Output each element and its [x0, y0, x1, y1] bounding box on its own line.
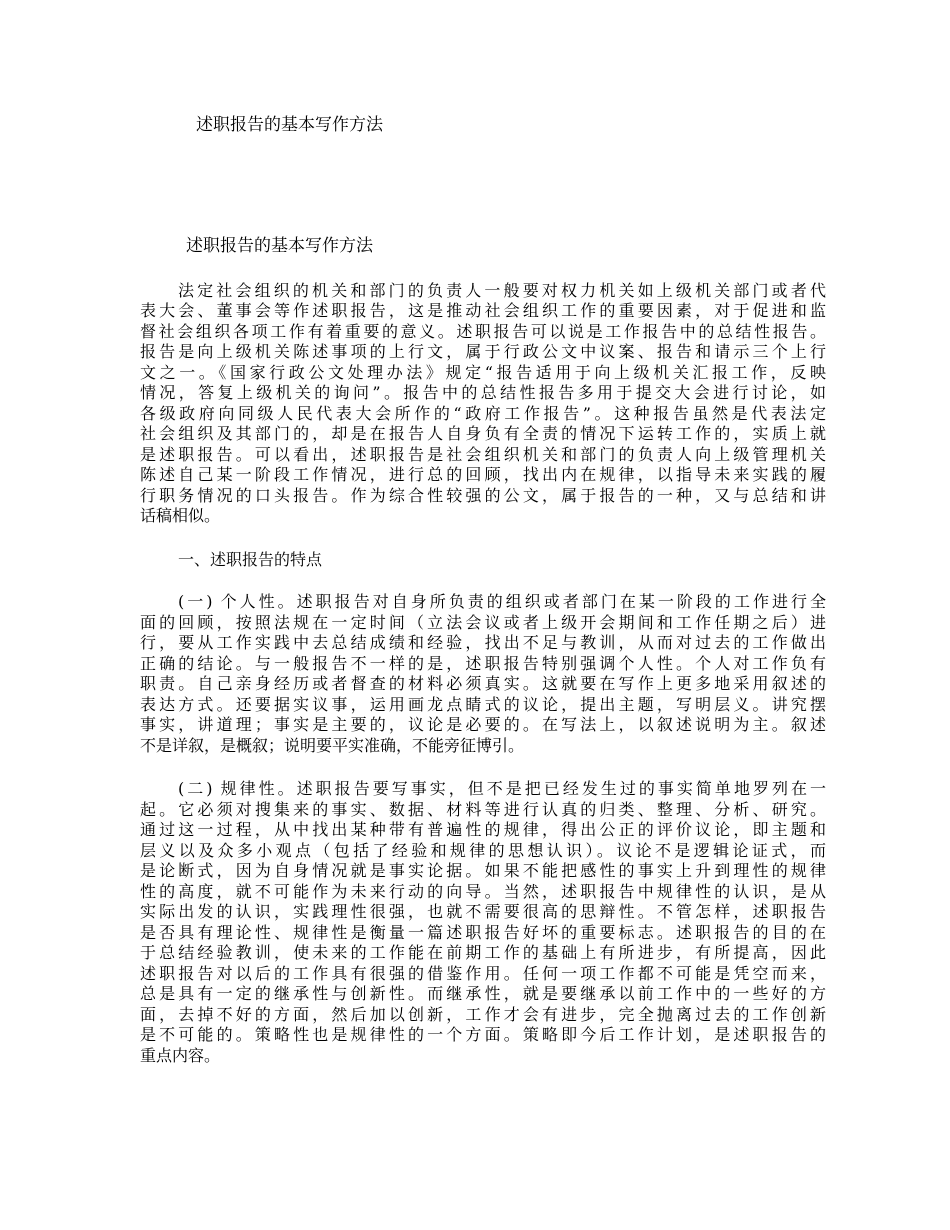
paragraph-line: 实际出发的认识，实践理性很强，也就不需要很高的思辩性。不管怎样，述职报告	[140, 902, 826, 921]
paragraph-line: 报告是向上级机关陈述事项的上行文，属于行政公文中议案、报告和请示三个上行	[140, 342, 826, 361]
paragraph-line: (二) 规律性。述职报告要写事实，但不是把已经发生过的事实简单地罗列在一	[178, 779, 826, 798]
paragraph-line: 行，要从工作实践中去总结成绩和经验，找出不足与教训，从而对过去的工作做出	[140, 633, 826, 652]
paragraph-line: 表大会、董事会等作述职报告，这是推动社会组织工作的重要因素，对于促进和监	[140, 301, 826, 320]
paragraph-line: 各级政府向同级人民代表大会所作的“政府工作报告”。这种报告虽然是代表法定	[140, 403, 826, 423]
paragraph-line: 通过这一过程，从中找出某种带有普遍性的规律，得出公正的评价议论，即主题和	[140, 820, 826, 839]
paragraph-line: 话稿相似。	[140, 506, 221, 525]
paragraph-line: 社会组织及其部门的，却是在报告人自身负有全责的情况下运转工作的，实质上就	[140, 424, 826, 443]
paragraph-line: 于总结经验教训，使未来的工作能在前期工作的基础上有所进步，有所提高，因此	[140, 943, 826, 962]
paragraph-line: 起。它必须对搜集来的事实、数据、材料等进行认真的归类、整理、分析、研究。	[140, 799, 826, 819]
paragraph-line: (一) 个人性。述职报告对自身所负责的组织或者部门在某一阶段的工作进行全	[178, 592, 826, 611]
document-body	[140, 236, 826, 1089]
paragraph-line: 文之一。《国家行政公文处理办法》规定“报告适用于向上级机关汇报工作，反映	[140, 362, 826, 382]
intro-paragraph	[140, 281, 826, 527]
paragraph-line: 法定社会组织的机关和部门的负责人一般要对权力机关如上级机关部门或者代	[178, 280, 826, 300]
paragraph-line: 面的回顾，按照法规在一定时间（立法会议或者上级开会期间和工作任期之后）进	[140, 612, 826, 632]
paragraph-line: 是否具有理论性、规律性是衡量一篇述职报告好坏的重要标志。述职报告的目的在	[140, 922, 826, 942]
paragraph-line: 行职务情况的口头报告。作为综合性较强的公文，属于报告的一种，又与总结和讲	[140, 485, 826, 505]
point-2-paragraph	[140, 779, 826, 1066]
document-title: 述职报告的基本写作方法	[196, 115, 383, 135]
paragraph-line: 述职报告对以后的工作具有很强的借鉴作用。任何一项工作都不可能是凭空而来，	[140, 963, 826, 983]
paragraph-line: 情况，答复上级机关的询问”。报告中的总结性报告多用于提交大会进行讨论，如	[140, 383, 826, 402]
paragraph-line: 不是详叙，是概叙；说明要平实准确，不能旁征博引。	[140, 735, 525, 755]
paragraph-line: 总是具有一定的继承性与创新性。而继承性，就是要继承以前工作中的一些好的方	[140, 984, 826, 1003]
paragraph-line: 督社会组织各项工作有着重要的意义。述职报告可以说是工作报告中的总结性报告。	[140, 321, 826, 341]
paragraph-line: 职责。自己亲身经历或者督查的材料必须真实。这就要在写作上更多地采用叙述的	[140, 674, 826, 693]
section-heading: 一、述职报告的特点	[178, 549, 323, 569]
paragraph-line: 重点内容。	[140, 1045, 221, 1065]
point-1-paragraph	[140, 592, 826, 756]
paragraph-line: 是不可能的。策略性也是规律性的一个方面。策略即今后工作计划，是述职报告的	[140, 1025, 826, 1044]
section-subtitle: 述职报告的基本写作方法	[186, 236, 373, 256]
paragraph-line: 是论断式，因为自身情况就是事实论据。如果不能把感性的事实上升到理性的规律	[140, 861, 826, 880]
paragraph-line: 性的高度，就不可能作为未来行动的向导。当然，述职报告中规律性的认识，是从	[140, 881, 826, 901]
paragraph-line: 层义以及众多小观点（包括了经验和规律的思想认识）。议论不是逻辑论证式，而	[140, 840, 826, 860]
paragraph-line: 正确的结论。与一般报告不一样的是，述职报告特别强调个人性。个人对工作负有	[140, 653, 826, 673]
paragraph-line: 是述职报告。可以看出，述职报告是社会组织机关和部门的负责人向上级管理机关	[140, 444, 826, 464]
paragraph-line: 事实，讲道理；事实是主要的，议论是必要的。在写法上，以叙述说明为主。叙述	[140, 715, 826, 734]
paragraph-line: 表达方式。还要据实议事，运用画龙点睛式的议论，提出主题，写明层义。讲究摆	[140, 694, 826, 714]
paragraph-line: 面，去掉不好的方面，然后加以创新，工作才会有进步，完全抛离过去的工作创新	[140, 1004, 826, 1024]
paragraph-line: 陈述自己某一阶段工作情况，进行总的回顾，找出内在规律，以指导未来实践的履	[140, 465, 826, 484]
